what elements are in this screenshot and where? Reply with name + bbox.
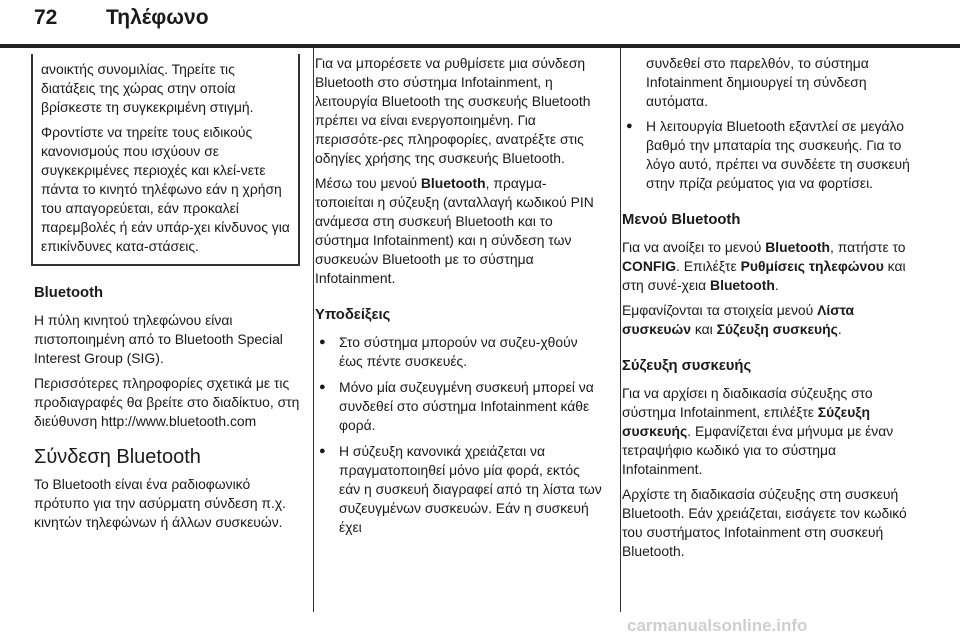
warning-box (31, 54, 300, 266)
notes-list-continued (622, 117, 920, 193)
paragraph-open-menu: Για να ανοίξει το μενού Bluetooth, πατήστε το CONFIG. Επιλέξτε Ρυθμίσεις τηλεφώνου και στη συνέ-χεια Bluetooth. (622, 239, 906, 293)
notes-list (315, 333, 602, 537)
menu-term-bluetooth: Bluetooth (420, 175, 486, 191)
header-rule (0, 44, 960, 48)
column-2 (315, 54, 602, 544)
heading-bluetooth-connection: Σύνδεση Bluetooth (34, 446, 201, 468)
list-item: ● Η σύζευξη κανονικά χρειάζεται να πραγματοποιηθεί μόνο μία φορά, εκτός εάν η συσκευή διαγραφεί από τη λίστα των συζευγμένων συσκευών. Εάν η συσκευή έχει (315, 442, 602, 537)
watermark: carmanualsonline.info (627, 616, 808, 635)
column-divider-2 (620, 48, 621, 612)
column-divider-1 (313, 48, 314, 612)
heading-notes: Υποδείξεις (315, 307, 391, 323)
warning-paragraph-1: ανοικτής συνομιλίας. Τηρείτε τις διατάξεις της χώρας στην οποία βρίσκεστε τη συγκεκριμένη στιγμή. (41, 61, 254, 115)
column-3 (622, 54, 920, 567)
list-item: ● Η λειτουργία Bluetooth εξαντλεί σε μεγάλο βαθμό την μπαταρία της συσκευής. Για το λόγο αυτό, πρέπει να συνδέετε τη συσκευή στην πρίζα ρεύματος για να φορτίσει. (622, 117, 920, 193)
heading-bluetooth-menu: Μενού Bluetooth (622, 212, 741, 228)
paragraph-menu-items: Εμφανίζονται τα στοιχεία μενού Λίστα συσκευών και Σύζευξη συσκευής. (622, 302, 855, 337)
paragraph-start-pairing: Για να αρχίσει η διαδικασία σύζευξης στο σύστημα Infotainment, επιλέξτε Σύζευξη συσκευής. Εμφανίζεται ένα μήνυμα με έναν τετραψήφιο κωδικό για το σύστημα Infotainment. (622, 385, 894, 477)
heading-bluetooth: Bluetooth (34, 285, 104, 301)
warning-paragraph-2: Φροντίστε να τηρείτε τους ειδικούς κανονισμούς που ισχύουν σε συγκεκριμένες περιοχές και κλεί-νετε πάντα το κινητό τηλέφωνο εάν η χρήση του απαγορεύεται, εάν προκαλεί παρεμβολές ή εάν υπάρ-χει κίνδυνος για επικίνδυνες κατα-στάσεις. (41, 124, 290, 254)
paragraph-continued: συνδεθεί στο παρελθόν, το σύστημα Infotainment δημιουργεί τη σύνδεση αυτόματα. (646, 55, 869, 109)
paragraph-bluetooth-menu: Μέσω του μενού Bluetooth, πραγμα-τοποιείται η σύζευξη (ανταλλαγή κωδικού PIN ανάμεσα στη συσκευή Bluetooth και το σύστημα Infotainment) και η σύνδεση των συσκευών Bluetooth με το σύστημα Infotainment. (315, 175, 594, 286)
column-1 (34, 54, 300, 538)
list-item: ● Μόνο μία συζευγμένη συσκευή μπορεί να συνδεθεί στο σύστημα Infotainment κάθε φορά. (315, 378, 602, 435)
paragraph-bluetooth-standard: Το Bluetooth είναι ένα ραδιοφωνικό πρότυπο για την ασύρματη σύνδεση π.χ. κινητών τηλεφώνων ή άλλων συσκευών. (34, 476, 287, 530)
paragraph-pair-on-device: Αρχίστε τη διαδικασία σύζευξης στη συσκευή Bluetooth. Εάν χρειάζεται, εισάγετε τον κωδικό του συστήματος Infotainment στη συσκευή Bluetooth. (622, 486, 907, 559)
page-header (0, 0, 960, 50)
list-item: ● Στο σύστημα μπορούν να συζευ-χθούν έως πέντε συσκευές. (315, 333, 602, 371)
heading-device-pairing: Σύζευξη συσκευής (622, 358, 752, 374)
paragraph-enable-bluetooth: Για να μπορέσετε να ρυθμίσετε μια σύνδεση Bluetooth στο σύστημα Infotainment, η λειτουργία Bluetooth της συσκευής Bluetooth πρέπει να είναι ενεργοποιημένη. Για περισσότε-ρες πληροφορίες, ανατρέξτε στις οδηγίες χρήσης της συσκευής Bluetooth. (315, 55, 591, 166)
paragraph-sig: Η πύλη κινητού τηλεφώνου είναι πιστοποιημένη από το Bluetooth Special Interest Group (SIG). (34, 312, 283, 366)
page-number: 72 (34, 6, 58, 29)
page-title: Τηλέφωνο (106, 6, 209, 29)
paragraph-more-info: Περισσότερες πληροφορίες σχετικά με τις προδιαγραφές θα βρείτε στο διαδίκτυο, στη διεύθυνση http://www.bluetooth.com (34, 375, 300, 429)
